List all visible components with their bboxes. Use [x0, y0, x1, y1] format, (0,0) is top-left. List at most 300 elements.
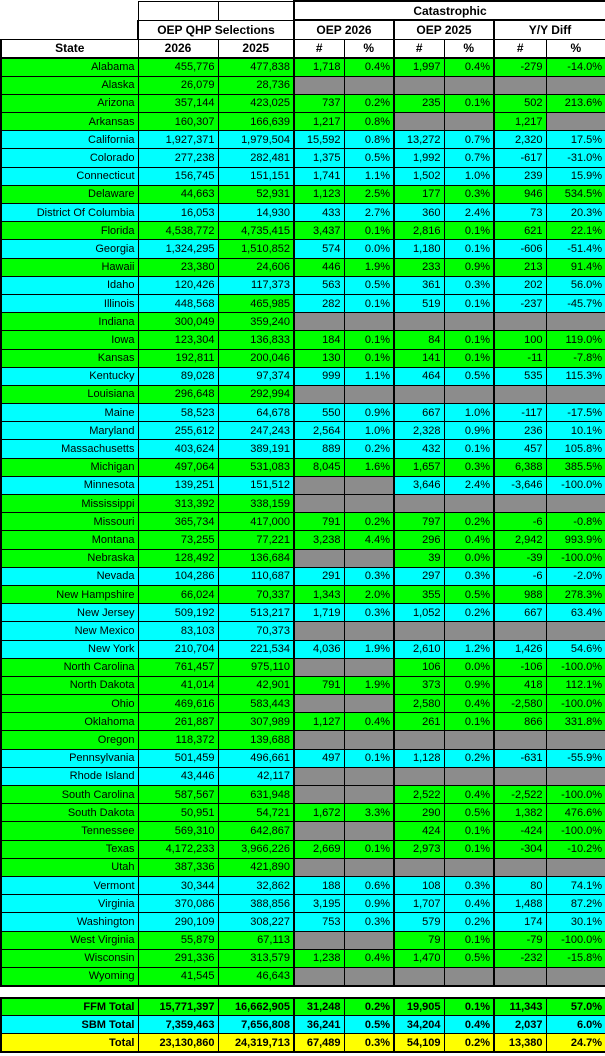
cell-cat-2026-pct[interactable]: 0.2%	[344, 440, 394, 458]
cell-yy-count[interactable]	[494, 967, 546, 985]
cell-qhp-2025[interactable]: 42,117	[218, 767, 294, 785]
yy-diff-header[interactable]: Y/Y Diff	[494, 20, 605, 39]
cell-qhp-2025[interactable]: 642,867	[218, 822, 294, 840]
cell-yy-pct[interactable]: 476.6%	[546, 804, 605, 822]
cell-cat-2025-count[interactable]	[394, 76, 444, 94]
cell-cat-2026-pct[interactable]: 1.1%	[344, 367, 394, 385]
cell-yy-pct[interactable]: -51.4%	[546, 240, 605, 258]
cell-cat-2026-pct[interactable]: 1.9%	[344, 258, 394, 276]
cell-cat-2026-count[interactable]: 4,036	[294, 640, 344, 658]
cell-qhp-2026[interactable]: 509,192	[138, 604, 218, 622]
cell-yy-count[interactable]: 100	[494, 331, 546, 349]
cell-qhp-2025[interactable]: 70,337	[218, 585, 294, 603]
cell-state[interactable]: Mississippi	[1, 495, 138, 513]
cell-qhp-2025[interactable]: 136,684	[218, 549, 294, 567]
cell-yy-pct[interactable]: 112.1%	[546, 676, 605, 694]
cell-yy-pct[interactable]	[546, 313, 605, 331]
cell-cat-2026-count[interactable]: 446	[294, 258, 344, 276]
cell-cat-2025-count[interactable]	[394, 967, 444, 985]
cell-cat-2026-pct[interactable]	[344, 786, 394, 804]
cell-cat-2025-pct[interactable]: 0.5%	[444, 367, 494, 385]
cell-yy-count[interactable]	[494, 731, 546, 749]
cell-yy-count[interactable]: -424	[494, 822, 546, 840]
cell-yy-pct[interactable]: 22.1%	[546, 222, 605, 240]
cell-cat-2025-pct[interactable]: 0.0%	[444, 658, 494, 676]
cell-state[interactable]: West Virginia	[1, 931, 138, 949]
cell-qhp-2026[interactable]: 23,130,860	[138, 1034, 218, 1052]
cell-cat-2026-pct[interactable]	[344, 822, 394, 840]
cell-cat-2025-pct[interactable]: 1.0%	[444, 404, 494, 422]
state-column-header[interactable]: State	[1, 39, 138, 58]
cell-qhp-2025[interactable]: 117,373	[218, 276, 294, 294]
cell-state[interactable]: Indiana	[1, 313, 138, 331]
cell-yy-pct[interactable]: -17.5%	[546, 404, 605, 422]
cell-yy-pct[interactable]: -100.0%	[546, 931, 605, 949]
cell-state[interactable]: Total	[1, 1034, 138, 1052]
cell-yy-count[interactable]: 621	[494, 222, 546, 240]
cell-cat-2026-count[interactable]	[294, 549, 344, 567]
cell-cat-2026-count[interactable]: 282	[294, 294, 344, 312]
cell-qhp-2026[interactable]: 291,336	[138, 949, 218, 967]
cell-yy-pct[interactable]	[546, 731, 605, 749]
cell-yy-pct[interactable]: -100.0%	[546, 476, 605, 494]
cell-cat-2026-count[interactable]: 184	[294, 331, 344, 349]
cell-cat-2026-pct[interactable]: 0.2%	[344, 94, 394, 112]
cell-cat-2025-count[interactable]: 2,522	[394, 786, 444, 804]
cell-qhp-2025[interactable]: 513,217	[218, 604, 294, 622]
cell-state[interactable]: Virginia	[1, 895, 138, 913]
cell-cat-2026-pct[interactable]: 0.6%	[344, 876, 394, 894]
cell-cat-2025-count[interactable]: 797	[394, 513, 444, 531]
cell-cat-2025-pct[interactable]: 0.3%	[444, 458, 494, 476]
year-2025-column-header[interactable]: 2025	[218, 39, 294, 58]
cell-cat-2026-count[interactable]: 130	[294, 349, 344, 367]
cell-state[interactable]: Texas	[1, 840, 138, 858]
cell-qhp-2026[interactable]: 118,372	[138, 731, 218, 749]
cell-cat-2025-count[interactable]: 79	[394, 931, 444, 949]
cell-qhp-2026[interactable]: 501,459	[138, 749, 218, 767]
cell-cat-2026-pct[interactable]	[344, 767, 394, 785]
cell-qhp-2026[interactable]: 73,255	[138, 531, 218, 549]
cell-state[interactable]: Delaware	[1, 185, 138, 203]
cell-yy-count[interactable]: 2,037	[494, 1016, 546, 1034]
cell-qhp-2025[interactable]: 247,243	[218, 422, 294, 440]
cell-yy-pct[interactable]	[546, 495, 605, 513]
cell-cat-2026-count[interactable]: 31,248	[294, 998, 344, 1016]
cell-yy-count[interactable]: 239	[494, 167, 546, 185]
cell-cat-2026-pct[interactable]: 0.8%	[344, 131, 394, 149]
cell-yy-pct[interactable]: -7.8%	[546, 349, 605, 367]
cell-qhp-2025[interactable]: 3,966,226	[218, 840, 294, 858]
cell-cat-2026-count[interactable]: 3,238	[294, 531, 344, 549]
cell-cat-2025-pct[interactable]	[444, 858, 494, 876]
cell-cat-2026-count[interactable]: 791	[294, 513, 344, 531]
cell-yy-pct[interactable]: 278.3%	[546, 585, 605, 603]
cell-qhp-2025[interactable]: 166,639	[218, 113, 294, 131]
cell-yy-count[interactable]: -2,580	[494, 695, 546, 713]
cell-yy-count[interactable]	[494, 767, 546, 785]
cell-qhp-2026[interactable]: 104,286	[138, 567, 218, 585]
cell-cat-2025-count[interactable]: 1,992	[394, 149, 444, 167]
cell-cat-2025-pct[interactable]: 0.1%	[444, 931, 494, 949]
cell-cat-2026-pct[interactable]: 0.2%	[344, 998, 394, 1016]
cell-qhp-2025[interactable]: 16,662,905	[218, 998, 294, 1016]
cell-qhp-2025[interactable]: 7,656,808	[218, 1016, 294, 1034]
cell-qhp-2026[interactable]: 41,545	[138, 967, 218, 985]
cell-cat-2026-pct[interactable]: 0.3%	[344, 1034, 394, 1052]
cell-qhp-2025[interactable]: 531,083	[218, 458, 294, 476]
cell-yy-pct[interactable]	[546, 767, 605, 785]
cell-state[interactable]: Ohio	[1, 695, 138, 713]
cell-cat-2025-pct[interactable]: 0.2%	[444, 749, 494, 767]
cell-qhp-2025[interactable]: 631,948	[218, 786, 294, 804]
cell-yy-pct[interactable]: -100.0%	[546, 786, 605, 804]
cell-qhp-2026[interactable]: 139,251	[138, 476, 218, 494]
cell-cat-2025-pct[interactable]: 0.1%	[444, 713, 494, 731]
cell-cat-2026-pct[interactable]: 0.2%	[344, 513, 394, 531]
cell-cat-2026-pct[interactable]	[344, 658, 394, 676]
cell-state[interactable]: Nebraska	[1, 549, 138, 567]
cell-yy-pct[interactable]: -100.0%	[546, 549, 605, 567]
cell-yy-count[interactable]: 1,426	[494, 640, 546, 658]
cell-cat-2025-count[interactable]: 3,646	[394, 476, 444, 494]
cell-cat-2025-count[interactable]: 579	[394, 913, 444, 931]
cell-cat-2026-count[interactable]: 36,241	[294, 1016, 344, 1034]
cell-cat-2025-count[interactable]: 19,905	[394, 998, 444, 1016]
cell-cat-2025-pct[interactable]	[444, 385, 494, 403]
cell-cat-2026-pct[interactable]: 0.9%	[344, 404, 394, 422]
cell-qhp-2026[interactable]: 296,648	[138, 385, 218, 403]
cell-cat-2026-pct[interactable]: 4.4%	[344, 531, 394, 549]
cell-cat-2026-count[interactable]: 563	[294, 276, 344, 294]
cell-yy-count[interactable]: 174	[494, 913, 546, 931]
cell-yy-pct[interactable]: -14.0%	[546, 58, 605, 76]
cell-yy-count[interactable]: -3,646	[494, 476, 546, 494]
cell-cat-2026-count[interactable]: 1,741	[294, 167, 344, 185]
count-column-header[interactable]: #	[294, 39, 344, 58]
cell-cat-2025-pct[interactable]: 0.5%	[444, 949, 494, 967]
cell-cat-2025-pct[interactable]: 0.4%	[444, 531, 494, 549]
cell-qhp-2025[interactable]: 42,901	[218, 676, 294, 694]
cell-yy-count[interactable]: -279	[494, 58, 546, 76]
cell-yy-pct[interactable]: 15.9%	[546, 167, 605, 185]
cell-qhp-2026[interactable]: 23,380	[138, 258, 218, 276]
cell-yy-pct[interactable]: -100.0%	[546, 658, 605, 676]
cell-qhp-2026[interactable]: 50,951	[138, 804, 218, 822]
cell-cat-2026-count[interactable]: 1,123	[294, 185, 344, 203]
cell-cat-2025-pct[interactable]: 0.4%	[444, 786, 494, 804]
cell-state[interactable]: Idaho	[1, 276, 138, 294]
cell-state[interactable]: Arkansas	[1, 113, 138, 131]
cell-state[interactable]: North Dakota	[1, 676, 138, 694]
cell-cat-2026-count[interactable]	[294, 767, 344, 785]
cell-qhp-2026[interactable]: 44,663	[138, 185, 218, 203]
cell-qhp-2026[interactable]: 365,734	[138, 513, 218, 531]
cell-cat-2025-count[interactable]: 261	[394, 713, 444, 731]
cell-yy-pct[interactable]	[546, 622, 605, 640]
cell-cat-2026-pct[interactable]	[344, 76, 394, 94]
cell-qhp-2026[interactable]: 123,304	[138, 331, 218, 349]
cell-qhp-2026[interactable]: 26,079	[138, 76, 218, 94]
cell-yy-count[interactable]: -304	[494, 840, 546, 858]
cell-yy-count[interactable]	[494, 495, 546, 513]
cell-cat-2025-pct[interactable]: 0.3%	[444, 567, 494, 585]
cell-cat-2025-pct[interactable]: 0.3%	[444, 185, 494, 203]
cell-qhp-2026[interactable]: 1,324,295	[138, 240, 218, 258]
cell-qhp-2026[interactable]: 210,704	[138, 640, 218, 658]
cell-yy-count[interactable]: 236	[494, 422, 546, 440]
cell-qhp-2026[interactable]: 370,086	[138, 895, 218, 913]
cell-cat-2026-count[interactable]: 550	[294, 404, 344, 422]
cell-yy-pct[interactable]: -45.7%	[546, 294, 605, 312]
cell-cat-2025-pct[interactable]: 0.4%	[444, 895, 494, 913]
cell-state[interactable]: Kansas	[1, 349, 138, 367]
cell-state[interactable]: Alabama	[1, 58, 138, 76]
cell-cat-2026-pct[interactable]: 0.3%	[344, 913, 394, 931]
cell-cat-2026-pct[interactable]: 1.9%	[344, 676, 394, 694]
cell-cat-2026-count[interactable]: 574	[294, 240, 344, 258]
cell-cat-2025-count[interactable]: 1,502	[394, 167, 444, 185]
cell-cat-2025-count[interactable]	[394, 767, 444, 785]
cell-yy-pct[interactable]: -100.0%	[546, 822, 605, 840]
cell-cat-2025-count[interactable]: 2,816	[394, 222, 444, 240]
cell-cat-2025-count[interactable]	[394, 858, 444, 876]
cell-state[interactable]: Minnesota	[1, 476, 138, 494]
cell-cat-2025-count[interactable]: 235	[394, 94, 444, 112]
cell-cat-2025-count[interactable]: 2,973	[394, 840, 444, 858]
cell-cat-2025-pct[interactable]: 0.9%	[444, 676, 494, 694]
cell-qhp-2025[interactable]: 583,443	[218, 695, 294, 713]
cell-qhp-2026[interactable]: 261,887	[138, 713, 218, 731]
cell-cat-2026-count[interactable]: 1,718	[294, 58, 344, 76]
cell-cat-2026-count[interactable]: 2,564	[294, 422, 344, 440]
cell-cat-2026-count[interactable]: 67,489	[294, 1034, 344, 1052]
cell-qhp-2025[interactable]: 1,510,852	[218, 240, 294, 258]
cell-cat-2026-count[interactable]: 1,719	[294, 604, 344, 622]
cell-qhp-2025[interactable]: 307,989	[218, 713, 294, 731]
cell-qhp-2025[interactable]: 139,688	[218, 731, 294, 749]
cell-state[interactable]: Vermont	[1, 876, 138, 894]
cell-state[interactable]: Illinois	[1, 294, 138, 312]
cell-yy-pct[interactable]: 63.4%	[546, 604, 605, 622]
cell-qhp-2026[interactable]: 41,014	[138, 676, 218, 694]
cell-cat-2025-count[interactable]: 1,128	[394, 749, 444, 767]
cell-state[interactable]: South Carolina	[1, 786, 138, 804]
cell-cat-2025-pct[interactable]	[444, 76, 494, 94]
cell-yy-count[interactable]: -606	[494, 240, 546, 258]
cell-yy-pct[interactable]	[546, 385, 605, 403]
cell-cat-2026-count[interactable]	[294, 967, 344, 985]
cell-cat-2025-count[interactable]: 13,272	[394, 131, 444, 149]
cell-cat-2025-count[interactable]: 1,657	[394, 458, 444, 476]
cell-qhp-2025[interactable]: 423,025	[218, 94, 294, 112]
cell-qhp-2025[interactable]: 151,512	[218, 476, 294, 494]
cell-cat-2026-count[interactable]	[294, 786, 344, 804]
cell-cat-2026-count[interactable]	[294, 731, 344, 749]
cell-yy-count[interactable]: -6	[494, 567, 546, 585]
cell-cat-2025-pct[interactable]: 0.1%	[444, 331, 494, 349]
cell-qhp-2026[interactable]: 4,172,233	[138, 840, 218, 858]
cell-qhp-2026[interactable]: 43,446	[138, 767, 218, 785]
cell-cat-2025-count[interactable]	[394, 385, 444, 403]
cell-yy-pct[interactable]: -0.8%	[546, 513, 605, 531]
cell-cat-2025-pct[interactable]: 0.4%	[444, 58, 494, 76]
cell-qhp-2026[interactable]: 15,771,397	[138, 998, 218, 1016]
cell-state[interactable]: Florida	[1, 222, 138, 240]
cell-cat-2025-pct[interactable]: 0.1%	[444, 94, 494, 112]
cell-cat-2026-count[interactable]: 433	[294, 204, 344, 222]
cell-cat-2026-pct[interactable]: 1.9%	[344, 640, 394, 658]
cell-cat-2025-count[interactable]: 355	[394, 585, 444, 603]
cell-yy-count[interactable]: -237	[494, 294, 546, 312]
cell-yy-count[interactable]: 213	[494, 258, 546, 276]
cell-cat-2026-count[interactable]: 497	[294, 749, 344, 767]
cell-yy-count[interactable]: -79	[494, 931, 546, 949]
cell-state[interactable]: New York	[1, 640, 138, 658]
cell-cat-2026-pct[interactable]	[344, 385, 394, 403]
cell-state[interactable]: Connecticut	[1, 167, 138, 185]
cell-cat-2026-count[interactable]	[294, 858, 344, 876]
cell-yy-pct[interactable]	[546, 76, 605, 94]
cell-state[interactable]: Arizona	[1, 94, 138, 112]
cell-qhp-2026[interactable]: 66,024	[138, 585, 218, 603]
cell-cat-2026-pct[interactable]: 2.5%	[344, 185, 394, 203]
cell-cat-2026-count[interactable]	[294, 476, 344, 494]
cell-cat-2026-count[interactable]	[294, 931, 344, 949]
cell-qhp-2025[interactable]: 359,240	[218, 313, 294, 331]
cell-yy-count[interactable]: 1,382	[494, 804, 546, 822]
cell-yy-pct[interactable]: 993.9%	[546, 531, 605, 549]
cell-cat-2026-pct[interactable]: 0.4%	[344, 58, 394, 76]
cell-state[interactable]: North Carolina	[1, 658, 138, 676]
cell-qhp-2026[interactable]: 569,310	[138, 822, 218, 840]
cell-cat-2025-count[interactable]: 2,580	[394, 695, 444, 713]
cell-qhp-2025[interactable]: 97,374	[218, 367, 294, 385]
cell-cat-2025-pct[interactable]: 1.0%	[444, 167, 494, 185]
cell-cat-2026-count[interactable]: 15,592	[294, 131, 344, 149]
cell-cat-2026-pct[interactable]: 2.0%	[344, 585, 394, 603]
cell-cat-2026-count[interactable]: 1,375	[294, 149, 344, 167]
cell-yy-count[interactable]	[494, 313, 546, 331]
cell-cat-2025-pct[interactable]: 0.1%	[444, 240, 494, 258]
cell-cat-2025-pct[interactable]: 0.2%	[444, 604, 494, 622]
cell-cat-2025-pct[interactable]: 0.1%	[444, 349, 494, 367]
cell-cat-2025-pct[interactable]: 0.2%	[444, 1034, 494, 1052]
cell-yy-pct[interactable]: 10.1%	[546, 422, 605, 440]
cell-cat-2026-count[interactable]: 1,238	[294, 949, 344, 967]
cell-qhp-2025[interactable]: 417,000	[218, 513, 294, 531]
cell-qhp-2026[interactable]: 403,624	[138, 440, 218, 458]
cell-qhp-2025[interactable]: 421,890	[218, 858, 294, 876]
cell-cat-2026-count[interactable]: 1,217	[294, 113, 344, 131]
cell-state[interactable]: California	[1, 131, 138, 149]
cell-cat-2025-count[interactable]: 141	[394, 349, 444, 367]
cell-cat-2026-count[interactable]	[294, 695, 344, 713]
cell-state[interactable]: Washington	[1, 913, 138, 931]
cell-qhp-2026[interactable]: 120,426	[138, 276, 218, 294]
cell-cat-2026-count[interactable]: 753	[294, 913, 344, 931]
cell-qhp-2026[interactable]: 4,538,772	[138, 222, 218, 240]
cell-cat-2026-pct[interactable]: 0.1%	[344, 294, 394, 312]
cell-yy-count[interactable]: 13,380	[494, 1034, 546, 1052]
cell-cat-2025-pct[interactable]: 0.3%	[444, 876, 494, 894]
cell-state[interactable]: District Of Columbia	[1, 204, 138, 222]
cell-cat-2026-pct[interactable]: 0.3%	[344, 567, 394, 585]
catastrophic-header[interactable]: Catastrophic	[294, 1, 605, 20]
cell-cat-2025-pct[interactable]: 0.1%	[444, 222, 494, 240]
cell-cat-2025-count[interactable]	[394, 313, 444, 331]
cell-cat-2026-count[interactable]: 3,195	[294, 895, 344, 913]
cell-yy-count[interactable]: 988	[494, 585, 546, 603]
cell-cat-2026-count[interactable]	[294, 495, 344, 513]
cell-yy-count[interactable]: -39	[494, 549, 546, 567]
cell-yy-pct[interactable]: 54.6%	[546, 640, 605, 658]
cell-qhp-2025[interactable]: 308,227	[218, 913, 294, 931]
cell-cat-2025-count[interactable]: 360	[394, 204, 444, 222]
cell-qhp-2026[interactable]: 587,567	[138, 786, 218, 804]
cell-qhp-2025[interactable]: 151,151	[218, 167, 294, 185]
cell-cat-2026-pct[interactable]	[344, 858, 394, 876]
cell-cat-2026-pct[interactable]: 1.0%	[344, 422, 394, 440]
cell-qhp-2025[interactable]: 975,110	[218, 658, 294, 676]
count-column-header[interactable]: #	[394, 39, 444, 58]
cell-cat-2025-count[interactable]: 1,470	[394, 949, 444, 967]
cell-yy-pct[interactable]	[546, 858, 605, 876]
cell-state[interactable]: Maine	[1, 404, 138, 422]
cell-cat-2026-pct[interactable]: 0.1%	[344, 331, 394, 349]
cell-qhp-2025[interactable]: 24,606	[218, 258, 294, 276]
cell-qhp-2026[interactable]: 357,144	[138, 94, 218, 112]
cell-yy-pct[interactable]: 17.5%	[546, 131, 605, 149]
cell-cat-2026-pct[interactable]: 0.5%	[344, 149, 394, 167]
cell-qhp-2026[interactable]: 156,745	[138, 167, 218, 185]
cell-cat-2025-pct[interactable]: 0.4%	[444, 1016, 494, 1034]
cell-cat-2025-count[interactable]: 373	[394, 676, 444, 694]
cell-state[interactable]: South Dakota	[1, 804, 138, 822]
cell-cat-2025-pct[interactable]: 0.9%	[444, 258, 494, 276]
cell-qhp-2025[interactable]: 28,736	[218, 76, 294, 94]
cell-qhp-2025[interactable]: 388,856	[218, 895, 294, 913]
cell-state[interactable]: Missouri	[1, 513, 138, 531]
cell-qhp-2026[interactable]: 83,103	[138, 622, 218, 640]
cell-cat-2026-pct[interactable]	[344, 731, 394, 749]
cell-cat-2026-pct[interactable]	[344, 622, 394, 640]
cell-qhp-2025[interactable]: 46,643	[218, 967, 294, 985]
cell-cat-2025-count[interactable]: 297	[394, 567, 444, 585]
cell-cat-2026-pct[interactable]: 0.0%	[344, 240, 394, 258]
cell-state[interactable]: Hawaii	[1, 258, 138, 276]
cell-qhp-2026[interactable]: 497,064	[138, 458, 218, 476]
cell-yy-count[interactable]: -617	[494, 149, 546, 167]
cell-cat-2025-pct[interactable]: 0.5%	[444, 585, 494, 603]
cell-state[interactable]: Pennsylvania	[1, 749, 138, 767]
cell-qhp-2025[interactable]: 136,833	[218, 331, 294, 349]
cell-cat-2026-pct[interactable]	[344, 476, 394, 494]
cell-state[interactable]: Montana	[1, 531, 138, 549]
cell-cat-2026-count[interactable]	[294, 313, 344, 331]
cell-qhp-2026[interactable]: 300,049	[138, 313, 218, 331]
cell-cat-2026-count[interactable]: 889	[294, 440, 344, 458]
oep-2025-header[interactable]: OEP 2025	[394, 20, 494, 39]
cell-cat-2025-pct[interactable]: 0.2%	[444, 913, 494, 931]
cell-yy-pct[interactable]: 331.8%	[546, 713, 605, 731]
cell-state[interactable]: FFM Total	[1, 998, 138, 1016]
cell-cat-2025-count[interactable]: 34,204	[394, 1016, 444, 1034]
cell-qhp-2026[interactable]: 277,238	[138, 149, 218, 167]
cell-cat-2025-count[interactable]: 177	[394, 185, 444, 203]
cell-state[interactable]: Colorado	[1, 149, 138, 167]
cell-cat-2025-count[interactable]: 1,997	[394, 58, 444, 76]
